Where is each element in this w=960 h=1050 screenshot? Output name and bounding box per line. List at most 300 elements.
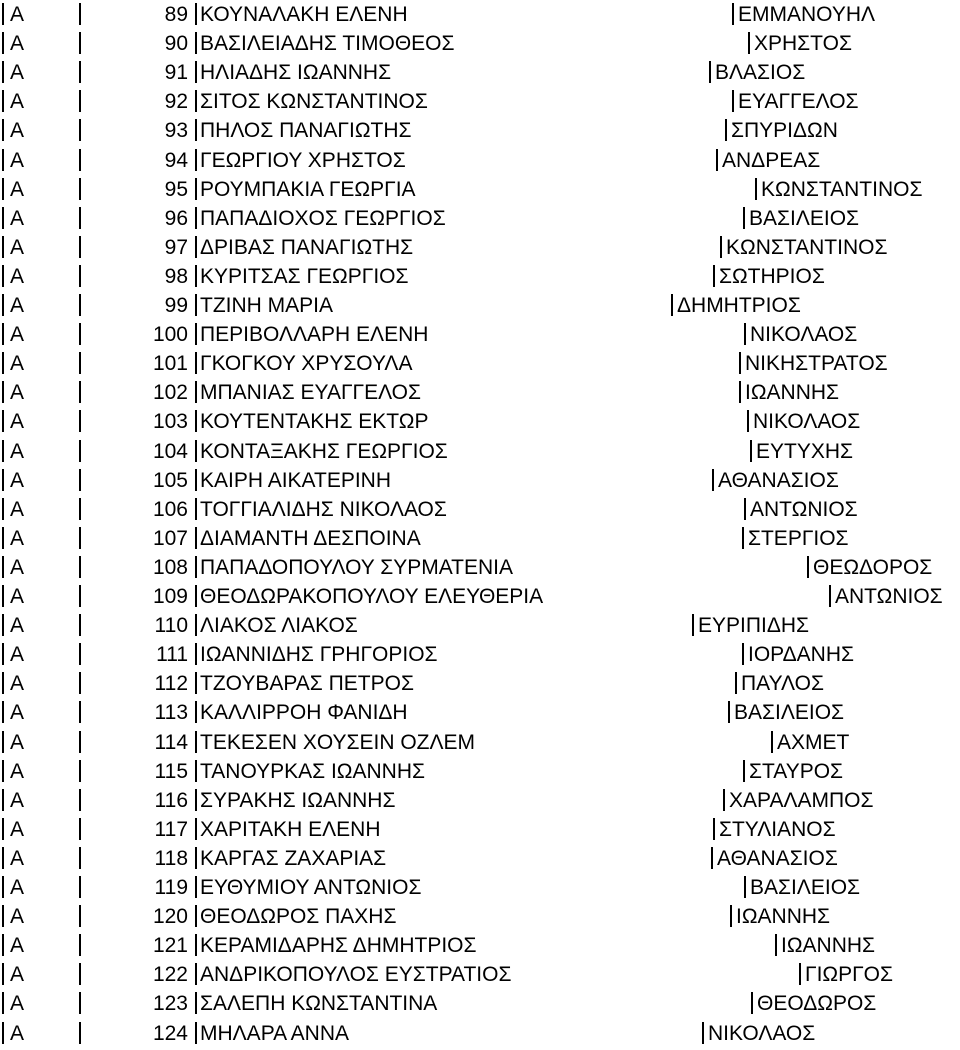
cell-divider [79, 905, 81, 927]
list-item [0, 87, 960, 116]
number-cell: 117 [154, 817, 188, 841]
cell-divider [195, 352, 197, 374]
father-name-cell: ΙΩΑΝΝΗΣ [781, 934, 876, 958]
class-cell: Α [10, 672, 25, 696]
cell-divider [2, 3, 4, 25]
cell-divider [771, 731, 773, 753]
cell-divider [2, 701, 4, 723]
list-item [0, 116, 960, 145]
cell-divider [195, 178, 197, 200]
cell-divider [79, 265, 81, 287]
class-cell: Α [10, 497, 25, 521]
father-name-cell: ΣΠΥΡΙΔΩΝ [731, 119, 838, 143]
number-cell: 120 [152, 905, 188, 929]
class-cell: Α [10, 730, 25, 754]
cell-divider [732, 3, 734, 25]
cell-divider [748, 32, 750, 54]
cell-divider [728, 701, 730, 723]
father-name-cell: ΒΑΣΙΛΕΙΟΣ [734, 701, 845, 725]
name-cell: ΠΑΠΑΔΟΠΟΥΛΟΥ ΣΥΡΜΑΤΕΝΙΑ [200, 555, 514, 579]
name-cell: ΣΥΡΑΚΗΣ ΙΩΑΝΝΗΣ [200, 788, 396, 812]
number-cell: 109 [152, 585, 188, 608]
class-cell: Α [10, 264, 25, 288]
cell-divider [79, 61, 81, 83]
father-name-cell: ΙΩΑΝΝΗΣ [736, 905, 831, 929]
father-name-cell: ΕΥΡΙΠΙΔΗΣ [698, 614, 810, 638]
cell-divider [79, 556, 81, 578]
cell-divider [2, 963, 4, 985]
name-cell: ΚΑΙΡΗ ΑΙΚΑΤΕΡΙΝΗ [200, 468, 391, 492]
cell-divider [79, 934, 81, 956]
class-cell: Α [10, 352, 25, 376]
number-cell: 116 [154, 788, 188, 812]
name-cell: ΙΩΑΝΝΙΔΗΣ ΓΡΗΓΟΡΙΟΣ [200, 643, 438, 667]
class-cell: Α [10, 177, 25, 201]
cell-divider [709, 61, 711, 83]
cell-divider [79, 527, 81, 549]
name-cell: ΡΟΥΜΠΑΚΙΑ ΓΕΩΡΓΙΑ [200, 177, 416, 201]
cell-divider [716, 149, 718, 171]
name-cell: ΓΕΩΡΓΙΟΥ ΧΡΗΣΤΟΣ [200, 148, 406, 172]
father-name-cell: ΧΑΡΑΛΑΜΠΟΣ [729, 788, 874, 812]
cell-divider [712, 469, 714, 491]
father-name-cell: ΝΙΚΟΛΑΟΣ [708, 1021, 816, 1045]
number-cell: 97 [164, 235, 188, 259]
cell-divider [743, 760, 745, 782]
name-cell: ΠΗΛΟΣ ΠΑΝΑΓΙΩΤΗΣ [200, 119, 412, 143]
cell-divider [195, 905, 197, 927]
cell-divider [2, 469, 4, 491]
number-cell: 96 [164, 206, 188, 230]
name-cell: ΚΟΥΝΑΛΑΚΗ ΕΛΕΝΗ [200, 3, 408, 26]
cell-divider [79, 643, 81, 665]
father-name-cell: ΑΘΑΝΑΣΙΟΣ [717, 846, 838, 870]
cell-divider [2, 760, 4, 782]
class-cell: Α [10, 1021, 25, 1045]
name-cell: ΘΕΟΔΩΡΑΚΟΠΟΥΛΟΥ ΕΛΕΥΘΕΡΙΑ [200, 585, 544, 608]
list-item [0, 466, 960, 495]
cell-divider [2, 207, 4, 229]
class-cell: Α [10, 235, 25, 259]
class-cell: Α [10, 206, 25, 230]
cell-divider [79, 469, 81, 491]
father-name-cell: ΕΥΑΓΓΕΛΟΣ [738, 90, 859, 114]
father-name-cell: ΕΥΤΥΧΗΣ [756, 439, 854, 463]
class-cell: Α [10, 294, 25, 317]
name-cell: ΚΟΝΤΑΞΑΚΗΣ ΓΕΩΡΓΙΟΣ [200, 439, 448, 463]
class-cell: Α [10, 32, 25, 56]
cell-divider [79, 90, 81, 112]
father-name-cell: ΑΝΤΩΝΙΟΣ [835, 585, 943, 608]
cell-divider [79, 847, 81, 869]
cell-divider [195, 294, 197, 316]
cell-divider [702, 1022, 704, 1044]
cell-divider [195, 934, 197, 956]
cell-divider [2, 90, 4, 112]
cell-divider [195, 847, 197, 869]
list-item [0, 873, 960, 902]
name-cell: ΚΑΡΓΑΣ ΖΑΧΑΡΙΑΣ [200, 846, 387, 870]
cell-divider [79, 323, 81, 345]
number-cell: 121 [152, 934, 188, 958]
cell-divider [79, 119, 81, 141]
cell-divider [195, 701, 197, 723]
father-name-cell: ΣΤΥΛΙΑΝΟΣ [719, 817, 836, 841]
list-item [0, 640, 960, 669]
cell-divider [775, 934, 777, 956]
cell-divider [195, 992, 197, 1014]
cell-divider [2, 61, 4, 83]
number-cell: 89 [164, 3, 188, 26]
cell-divider [713, 818, 715, 840]
number-cell: 105 [152, 468, 188, 492]
number-cell: 99 [164, 294, 188, 317]
class-cell: Α [10, 323, 25, 347]
name-cell: ΗΛΙΑΔΗΣ ΙΩΑΝΝΗΣ [200, 61, 392, 85]
class-cell: Α [10, 468, 25, 492]
cell-divider [79, 498, 81, 520]
class-cell: Α [10, 701, 25, 725]
cell-divider [2, 410, 4, 432]
class-cell: Α [10, 759, 25, 783]
cell-divider [195, 149, 197, 171]
class-cell: Α [10, 3, 25, 26]
cell-divider [195, 789, 197, 811]
number-cell: 106 [152, 497, 188, 521]
list-item [0, 844, 960, 873]
cell-divider [2, 32, 4, 54]
cell-divider [2, 323, 4, 345]
number-cell: 94 [164, 148, 188, 172]
list-item [0, 0, 960, 29]
father-name-cell: ΒΛΑΣΙΟΣ [715, 61, 806, 85]
number-cell: 123 [152, 992, 188, 1016]
cell-divider [2, 672, 4, 694]
cell-divider [2, 585, 4, 607]
list-item [0, 29, 960, 58]
list-item [0, 728, 960, 757]
list-item [0, 204, 960, 233]
father-name-cell: ΑΘΑΝΑΣΙΟΣ [718, 468, 839, 492]
cell-divider [195, 410, 197, 432]
name-cell: ΣΙΤΟΣ ΚΩΝΣΤΑΝΤΙΝΟΣ [200, 90, 428, 114]
father-name-cell: ΧΡΗΣΤΟΣ [754, 32, 852, 56]
cell-divider [79, 876, 81, 898]
father-name-cell: ΚΩΝΣΤΑΝΤΙΝΟΣ [726, 235, 888, 259]
name-cell: ΜΗΛΑΡΑ ΑΝΝΑ [200, 1021, 350, 1045]
number-cell: 92 [164, 90, 188, 114]
cell-divider [195, 236, 197, 258]
cell-divider [2, 731, 4, 753]
cell-divider [2, 498, 4, 520]
number-cell: 95 [164, 177, 188, 201]
cell-divider [195, 323, 197, 345]
cell-divider [671, 294, 673, 316]
number-cell: 110 [154, 614, 188, 638]
number-cell: 104 [152, 439, 188, 463]
class-cell: Α [10, 934, 25, 958]
cell-divider [79, 32, 81, 54]
cell-divider [743, 207, 745, 229]
cell-divider [79, 818, 81, 840]
list-item [0, 989, 960, 1018]
cell-divider [195, 760, 197, 782]
cell-divider [79, 731, 81, 753]
number-cell: 107 [152, 526, 188, 550]
name-cell: ΘΕΟΔΩΡΟΣ ΠΑΧΗΣ [200, 905, 397, 929]
cell-divider [2, 440, 4, 462]
name-cell: ΔΡΙΒΑΣ ΠΑΝΑΓΙΩΤΗΣ [200, 235, 414, 259]
list-item [0, 320, 960, 349]
cell-divider [195, 119, 197, 141]
class-cell: Α [10, 61, 25, 85]
cell-divider [744, 323, 746, 345]
cell-divider [195, 265, 197, 287]
father-name-cell: ΝΙΚΟΛΑΟΣ [753, 410, 861, 434]
cell-divider [79, 236, 81, 258]
list-item [0, 495, 960, 524]
cell-divider [2, 643, 4, 665]
list-item [0, 698, 960, 727]
list-item [0, 175, 960, 204]
cell-divider [2, 789, 4, 811]
cell-divider [2, 527, 4, 549]
name-cell: ΓΚΟΓΚΟΥ ΧΡΥΣΟΥΛΑ [200, 352, 413, 376]
cell-divider [195, 876, 197, 898]
cell-divider [79, 760, 81, 782]
name-cell: ΛΙΑΚΟΣ ΛΙΑΚΟΣ [200, 614, 358, 638]
cell-divider [79, 3, 81, 25]
cell-divider [79, 789, 81, 811]
number-cell: 91 [164, 61, 188, 85]
cell-divider [2, 236, 4, 258]
cell-divider [2, 847, 4, 869]
cell-divider [2, 381, 4, 403]
cell-divider [2, 149, 4, 171]
number-cell: 115 [154, 759, 188, 783]
cell-divider [79, 585, 81, 607]
cell-divider [195, 498, 197, 520]
list-item [0, 233, 960, 262]
name-cell: ΕΥΘΥΜΙΟΥ ΑΝΤΩΝΙΟΣ [200, 876, 422, 899]
cell-divider [79, 207, 81, 229]
cell-divider [2, 352, 4, 374]
class-cell: Α [10, 905, 25, 929]
cell-divider [195, 32, 197, 54]
cell-divider [79, 410, 81, 432]
number-cell: 122 [152, 963, 188, 987]
father-name-cell: ΕΜΜΑΝΟΥΗΛ [738, 3, 876, 26]
cell-divider [195, 440, 197, 462]
class-cell: Α [10, 148, 25, 172]
cell-divider [2, 818, 4, 840]
name-cell: ΤΟΓΓΙΑΛΙΔΗΣ ΝΙΚΟΛΑΟΣ [200, 497, 447, 521]
name-cell: ΤΑΝΟΥΡΚΑΣ ΙΩΑΝΝΗΣ [200, 759, 425, 783]
list-item [0, 757, 960, 786]
father-name-cell: ΘΕΟΔΩΡΟΣ [757, 992, 877, 1016]
cell-divider [799, 963, 801, 985]
father-name-cell: ΙΟΡΔΑΝΗΣ [748, 643, 854, 667]
list-item [0, 669, 960, 698]
cell-divider [79, 672, 81, 694]
cell-divider [195, 527, 197, 549]
father-name-cell: ΓΙΩΡΓΟΣ [805, 963, 893, 987]
class-cell: Α [10, 992, 25, 1016]
cell-divider [195, 556, 197, 578]
list-item [0, 815, 960, 844]
father-name-cell: ΣΤΕΡΓΙΟΣ [748, 526, 849, 550]
list-item [0, 291, 960, 320]
number-cell: 103 [152, 410, 188, 434]
number-cell: 112 [154, 672, 188, 696]
number-cell: 119 [154, 876, 188, 899]
father-name-cell: ΑΝΤΩΝΙΟΣ [750, 497, 858, 521]
name-cell: ΤΖΙΝΗ ΜΑΡΙΑ [200, 294, 334, 317]
cell-divider [79, 614, 81, 636]
number-cell: 102 [152, 381, 188, 405]
list-item [0, 58, 960, 87]
number-cell: 108 [152, 555, 188, 579]
cell-divider [744, 876, 746, 898]
number-cell: 90 [164, 32, 188, 56]
list-item [0, 553, 960, 582]
list-item [0, 349, 960, 378]
cell-divider [829, 585, 831, 607]
cell-divider [79, 149, 81, 171]
cell-divider [2, 992, 4, 1014]
list-item [0, 960, 960, 989]
cell-divider [195, 3, 197, 25]
cell-divider [2, 556, 4, 578]
list-item [0, 1019, 960, 1048]
list-item [0, 611, 960, 640]
cell-divider [195, 381, 197, 403]
father-name-cell: ΒΑΣΙΛΕΙΟΣ [750, 876, 861, 899]
cell-divider [2, 905, 4, 927]
class-cell: Α [10, 963, 25, 987]
number-cell: 98 [164, 264, 188, 288]
cell-divider [195, 818, 197, 840]
name-cell: ΧΑΡΙΤΑΚΗ ΕΛΕΝΗ [200, 817, 381, 841]
list-item [0, 378, 960, 407]
list-item [0, 146, 960, 175]
cell-divider [195, 1022, 197, 1044]
list-item [0, 902, 960, 931]
cell-divider [747, 410, 749, 432]
cell-divider [79, 352, 81, 374]
list-item [0, 524, 960, 553]
cell-divider [750, 440, 752, 462]
class-cell: Α [10, 614, 25, 638]
list-item [0, 582, 960, 611]
cell-divider [2, 876, 4, 898]
father-name-cell: ΣΤΑΥΡΟΣ [749, 759, 844, 783]
father-name-cell: ΒΑΣΙΛΕΙΟΣ [749, 206, 860, 230]
father-name-cell: ΠΑΥΛΟΣ [741, 672, 824, 696]
father-name-cell: ΣΩΤΗΡΙΟΣ [719, 264, 825, 288]
name-cell: ΚΥΡΙΤΣΑΣ ΓΕΩΡΓΙΟΣ [200, 264, 409, 288]
cell-divider [2, 614, 4, 636]
class-cell: Α [10, 585, 25, 608]
number-cell: 124 [152, 1021, 188, 1045]
class-cell: Α [10, 876, 25, 899]
cell-divider [195, 207, 197, 229]
name-cell: ΔΙΑΜΑΝΤΗ ΔΕΣΠΟΙΝΑ [200, 526, 421, 550]
cell-divider [79, 381, 81, 403]
cell-divider [195, 90, 197, 112]
name-cell: ΠΑΠΑΔΙΟΧΟΣ ΓΕΩΡΓΙΟΣ [200, 206, 446, 230]
class-cell: Α [10, 119, 25, 143]
class-cell: Α [10, 90, 25, 114]
cell-divider [2, 119, 4, 141]
class-cell: Α [10, 555, 25, 579]
name-cell: ΚΑΛΛΙΡΡΟΗ ΦΑΝΙΔΗ [200, 701, 408, 725]
list-item [0, 786, 960, 815]
number-cell: 114 [154, 730, 188, 754]
cell-divider [195, 643, 197, 665]
father-name-cell: ΝΙΚΟΛΑΟΣ [750, 323, 858, 347]
cell-divider [79, 294, 81, 316]
cell-divider [723, 789, 725, 811]
cell-divider [735, 672, 737, 694]
class-cell: Α [10, 817, 25, 841]
cell-divider [751, 992, 753, 1014]
cell-divider [744, 498, 746, 520]
father-name-cell: ΔΗΜΗΤΡΙΟΣ [677, 294, 801, 317]
name-cell: ΠΕΡΙΒΟΛΛΑΡΗ ΕΛΕΝΗ [200, 323, 429, 347]
cell-divider [79, 1022, 81, 1044]
father-name-cell: ΚΩΝΣΤΑΝΤΙΝΟΣ [761, 177, 923, 201]
name-cell: ΑΝΔΡΙΚΟΠΟΥΛΟΣ ΕΥΣΤΡΑΤΙΟΣ [200, 963, 512, 987]
class-cell: Α [10, 439, 25, 463]
cell-divider [720, 236, 722, 258]
cell-divider [2, 294, 4, 316]
class-cell: Α [10, 410, 25, 434]
cell-divider [739, 381, 741, 403]
cell-divider [2, 934, 4, 956]
cell-divider [739, 352, 741, 374]
number-cell: 113 [154, 701, 188, 725]
cell-divider [692, 614, 694, 636]
cell-divider [195, 963, 197, 985]
number-cell: 100 [152, 323, 188, 347]
cell-divider [195, 469, 197, 491]
cell-divider [195, 61, 197, 83]
class-cell: Α [10, 381, 25, 405]
number-cell: 101 [152, 352, 188, 376]
cell-divider [742, 643, 744, 665]
cell-divider [79, 701, 81, 723]
cell-divider [2, 1022, 4, 1044]
class-cell: Α [10, 788, 25, 812]
father-name-cell: ΘΕΩΔΟΡΟΣ [813, 555, 933, 579]
father-name-cell: ΑΝΔΡΕΑΣ [722, 148, 821, 172]
class-cell: Α [10, 643, 25, 667]
name-cell: ΤΕΚΕΣΕΝ ΧΟΥΣΕΙΝ ΟΖΛΕΜ [200, 730, 476, 754]
number-cell: 111 [156, 643, 188, 667]
class-cell: Α [10, 846, 25, 870]
cell-divider [2, 265, 4, 287]
cell-divider [79, 178, 81, 200]
cell-divider [195, 672, 197, 694]
name-cell: ΜΠΑΝΙΑΣ ΕΥΑΓΓΕΛΟΣ [200, 381, 421, 405]
name-cell: ΚΟΥΤΕΝΤΑΚΗΣ ΕΚΤΩΡ [200, 410, 429, 434]
cell-divider [732, 90, 734, 112]
list-item [0, 931, 960, 960]
cell-divider [711, 847, 713, 869]
list-item [0, 262, 960, 291]
father-name-cell: ΙΩΑΝΝΗΣ [745, 381, 840, 405]
